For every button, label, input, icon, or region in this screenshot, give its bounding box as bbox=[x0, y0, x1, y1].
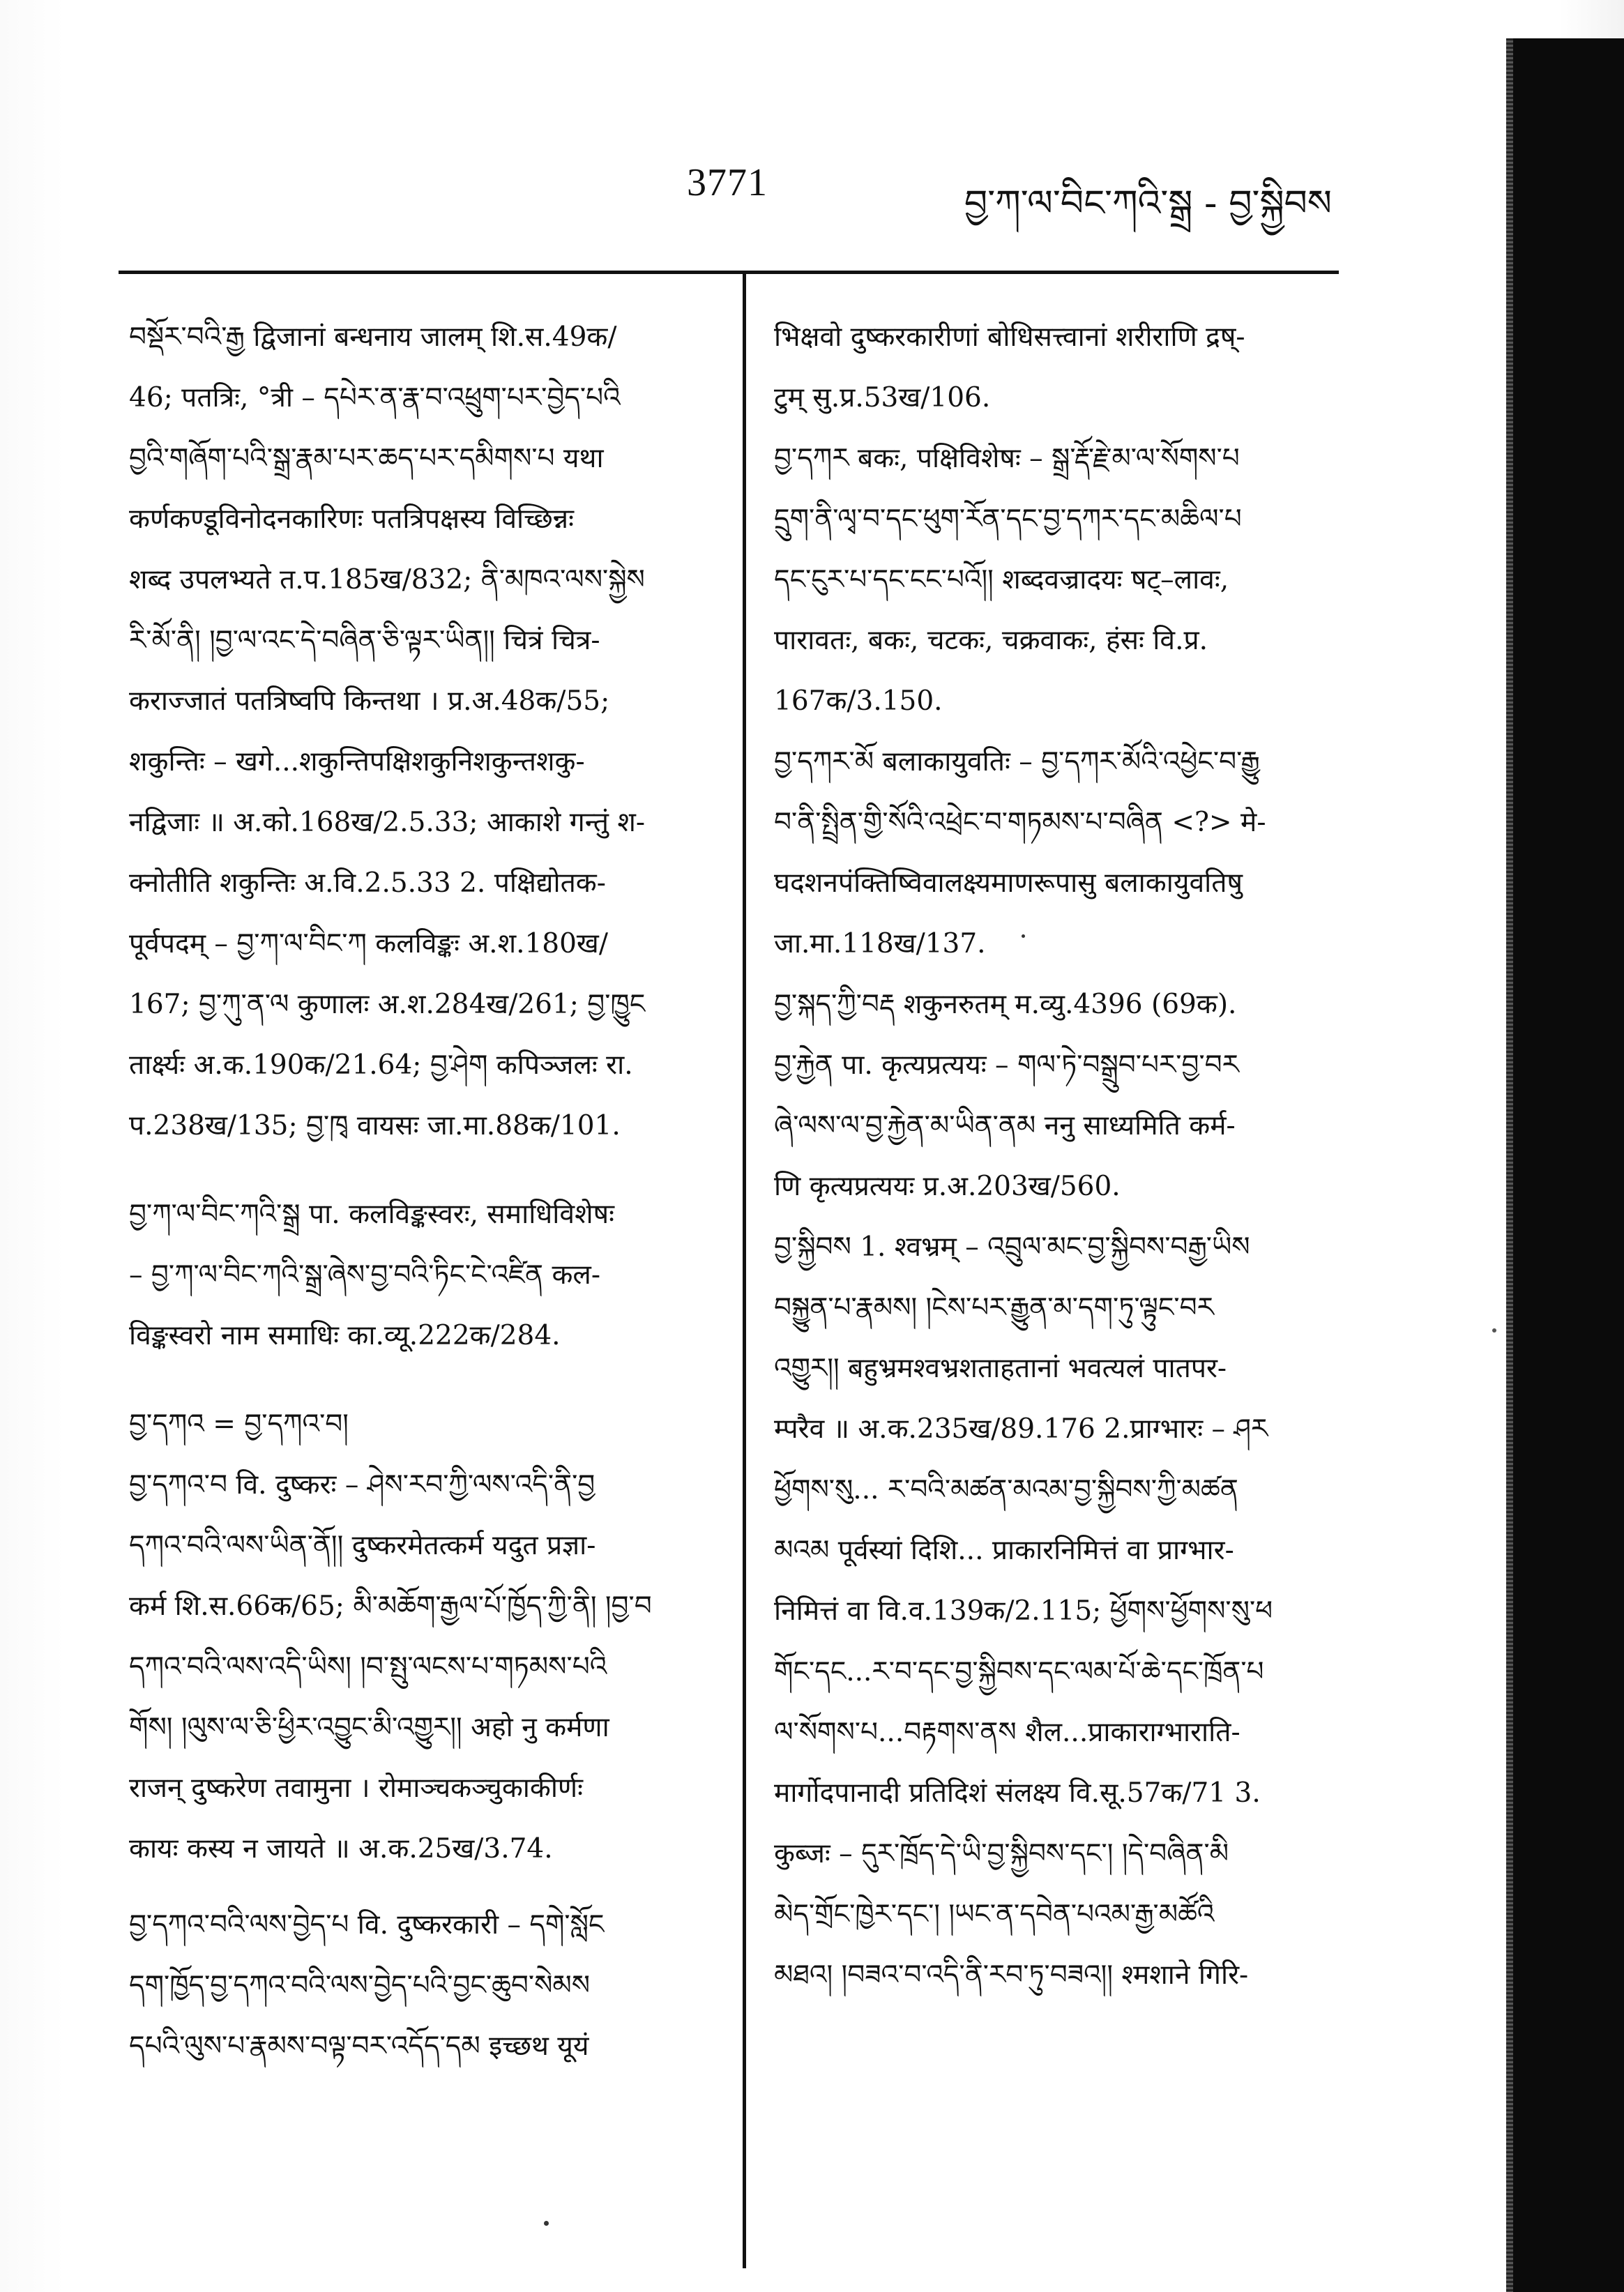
text-line: कर्णकण्डूविनोदनकारिणः पतत्रिपक्षस्य विच्छिन्नः bbox=[129, 503, 574, 535]
text-line: བྱ་རྐྱེན पा. कृत्यप्रत्ययः – གལ་ཏེ་བསྒྲུབ་པར་བྱ་བར bbox=[774, 1049, 1239, 1081]
text-line: བྱ་ཀ་ལ་བིང་ཀའི་སྒྲ पा. कलविङ्कस्वरः, समाधिविशेषः bbox=[129, 1199, 615, 1230]
entry-spacer bbox=[129, 1366, 704, 1394]
text-line: णि कृत्यप्रत्ययः प्र.अ.203ख/560. bbox=[774, 1171, 1121, 1202]
text-line: ལ་སོགས་པ...བརྟགས་ནས शैल...प्राकाराग्भाराति- bbox=[774, 1717, 1240, 1748]
page-header bbox=[0, 160, 1464, 223]
text-line: བསྐྱུན་པ་རྣམས། །ངེས་པར་རྒྱུན་མ་དག་ཏུ་ལྟུང་བར bbox=[774, 1292, 1214, 1323]
text-line: नद्विजाः ॥ अ.को.168ख/2.5.33; आकाशे गन्तुं श- bbox=[129, 807, 646, 838]
text-line: विङ्कस्वरो नाम समाधिः का.व्यू.222क/284. bbox=[129, 1320, 561, 1351]
text-line: भिक्षवो दुष्करकारीणां बोधिसत्त्वानां शरीराणि द्रष्- bbox=[774, 321, 1245, 353]
text-line: कायः कस्य न जायते ॥ अ.क.25ख/3.74. bbox=[129, 1833, 553, 1865]
text-line: མཐའ། །བཟའ་བ་འདི་ནི་རབ་ཏུ་བཟའ།། श्मशाने गिरि- bbox=[774, 1959, 1249, 1991]
text-line: शकुन्तिः – खगे...शकुन्तिपक्षिशकुनिशकुन्तशकु- bbox=[129, 746, 585, 777]
text-line: འགྱུར།། बहुभ्रमश्वभ्रशताहतानां भवत्यलं पातपर- bbox=[774, 1353, 1227, 1384]
text-line: བྱ་སྐྱིབས 1. श्वभ्रम् – འབྲུལ་མང་བྱ་སྐྱིབས་བརྒྱ་ཡིས bbox=[774, 1231, 1250, 1263]
text-line: घदशनपंक्तिष्विवालक्ष्यमाणरूपासु बलाकायुवतिषु bbox=[774, 867, 1243, 899]
text-line: पूर्वपदम् – བྱ་ཀ་ལ་བིང་ཀ कलविङ्कः अ.श.180ख/ bbox=[129, 928, 608, 959]
text-line: དང་ངུར་པ་དང་ངང་པའོ།། शब्दवज्रादयः षट्–लावः, bbox=[774, 564, 1229, 595]
entry-spacer bbox=[129, 1879, 704, 1895]
text-line: བྱ་དཀའ་བའི་ལས་བྱེད་པ वि. दुष्करकारी – དགེ་སློང bbox=[129, 1909, 605, 1941]
text-line: བྱ་སྐད་ཀྱི་བརྡ शकुनरुतम् म.व्यु.4396 (69क). bbox=[774, 989, 1237, 1020]
text-line: བསྡོར་བའི་རྒྱ द्विजानां बन्धनाय जालम् शि.स.49क/ bbox=[129, 321, 617, 353]
text-line: བྱའི་གཞོག་པའི་སྒྲ་རྣམ་པར་ཆད་པར་དམིགས་པ यथा bbox=[129, 443, 604, 474]
text-line: དཀའ་བའི་ལས་འདི་ཡིས། །བ་སྤུ་ལངས་པ་གཏམས་པའི bbox=[129, 1651, 607, 1683]
text-line: तार्क्ष्यः अ.क.190क/21.64; བྱ་ཤེག कपिञ्जलः रा. bbox=[129, 1049, 633, 1081]
text-line: དག་ཁྱོད་བྱ་དཀའ་བའི་ལས་བྱེད་པའི་བྱང་ཆུབ་སེམས bbox=[129, 1970, 591, 2001]
text-line: བ་ནི་སྤྲིན་གྱི་སོའི་འཕྲེང་བ་གཏམས་པ་བཞིན <?> मे- bbox=[774, 807, 1266, 838]
text-line: དྲུག་ནི་ལྭ་བ་དང་ཕུག་རོན་དང་བྱ་དཀར་དང་མཆིལ་པ bbox=[774, 503, 1242, 535]
text-line: निमित्तं वा वि.व.139क/2.115; ཕྱོགས་ཕྱོགས་སུ་ཕ bbox=[774, 1595, 1273, 1627]
text-line: मार्गोदपानादी प्रतिदिशं संलक्ष्य वि.सू.57क/71 3. bbox=[774, 1777, 1261, 1809]
text-line: म्परैव ॥ अ.क.235ख/89.176 2.प्राग्भारः – ཤར bbox=[774, 1413, 1268, 1445]
text-line: कुब्जः – དུར་ཁྲོད་དེ་ཡི་བྱ་སྐྱིབས་དང་། །དེ་བཞིན་མི bbox=[774, 1838, 1229, 1869]
text-line: དཀའ་བའི་ལས་ཡིན་ནོ།། दुष्करमेतत्कर्म यदुत प्रज्ञा- bbox=[129, 1530, 596, 1561]
text-line: 46; पतत्रिः, °त्री – དཔེར་ན་རྣ་བ་འཕྲུག་པར་བྱེད་པའི bbox=[129, 382, 621, 413]
text-line: जा.मा.118ख/137. bbox=[774, 928, 986, 959]
text-line: – བྱ་ཀ་ལ་བིང་ཀའི་སྒྲ་ཞེས་བྱ་བའི་ཏིང་ངེ་འཛིན कल- bbox=[129, 1259, 601, 1291]
text-line: བྱ་དཀའ་བ वि. दुष्करः – ཤེས་རབ་ཀྱི་ལས་འདི་ནི་བྱ bbox=[129, 1469, 595, 1501]
text-line: 167; བྱ་ཀུ་ན་ལ कुणालः अ.श.284ख/261; བྱ་ཁྱུང bbox=[129, 989, 646, 1020]
text-line: ཕྱོགས་སུ... ར་བའི་མཚན་མའམ་བྱ་སྐྱིབས་ཀྱི་མཚན bbox=[774, 1474, 1238, 1505]
text-line: कर्म शि.स.66क/65; མི་མཆོག་རྒྱལ་པོ་ཁྱོད་ཀྱི་ནི། །བྱ་བ bbox=[129, 1591, 652, 1622]
scan-binding-shadow bbox=[1513, 38, 1624, 2292]
header-rule bbox=[119, 271, 1339, 274]
right-column bbox=[774, 307, 1346, 2005]
text-line: བྱ་དཀར་མོ बलाकायुवतिः – བྱ་དཀར་མོའི་འཕྱེང་བ་རྒྱུ bbox=[774, 746, 1260, 777]
scan-speck bbox=[544, 2221, 549, 2226]
text-line: བྱ་དཀར बकः, पक्षिविशेषः – སྒྲ་རྡོ་རྗེ་མ་ལ་སོགས་པ bbox=[774, 443, 1240, 474]
text-line: टुम् सु.प्र.53ख/106. bbox=[774, 382, 991, 413]
text-line: བྱ་དཀའ = བྱ་དཀའ་བ། bbox=[129, 1409, 349, 1440]
text-line: ཞེ་ལས་ལ་བྱ་རྐྱེན་མ་ཡིན་ནམ ननु साध्यमिति कर्म- bbox=[774, 1110, 1236, 1141]
text-line: རི་མོ་ནི། །བྱ་ལ་འང་དེ་བཞིན་ཅི་ལྟར་ཡིན།། चित्रं चित्र- bbox=[129, 625, 600, 656]
running-head: བྱ་ཀ་ལ་བིང་ཀའི་སྒྲ - བྱ་སྐྱིབས bbox=[964, 183, 1332, 225]
scan-speck bbox=[1022, 934, 1025, 938]
text-line: पारावतः, बकः, चटकः, चक्रवाकः, हंसः वि.प्र. bbox=[774, 625, 1208, 656]
left-column bbox=[129, 307, 704, 2077]
text-line: प.238ख/135; བྱ་ཁྭ वायसः जा.मा.88क/101. bbox=[129, 1110, 621, 1141]
text-line: གོས། །ལུས་ལ་ཅི་ཕྱིར་འབྱུང་མི་འགྱུར།། अहो नु कर्मणा bbox=[129, 1712, 609, 1743]
page-number: 3771 bbox=[687, 161, 768, 204]
column-divider bbox=[743, 274, 746, 2268]
text-line: མའམ पूर्वस्यां दिशि... प्राकारनिमित्तं वा प्राग्भार- bbox=[774, 1535, 1234, 1566]
text-line: राजन् दुष्करेण तवामुना । रोमाञ्चकञ्चुकाकीर्णः bbox=[129, 1773, 584, 1804]
text-line: कराज्जातं पतत्रिष्वपि किन्तथा । प्र.अ.48क/55; bbox=[129, 685, 610, 717]
text-line: མེད་གྲོང་ཁྱེར་དང་། །ཡང་ན་དབེན་པའམ་རྒྱ་མཚོའི bbox=[774, 1899, 1215, 1930]
text-line: དཔའི་ལུས་པ་རྣམས་བལྟ་བར་འདོད་དམ इच्छथ यूयं bbox=[129, 2031, 589, 2062]
entry-spacer bbox=[129, 1156, 704, 1184]
text-line: शब्द उपलभ्यते त.प.185ख/832; ནི་མཁའ་ལས་སྐྱེས bbox=[129, 564, 645, 595]
scan-speck bbox=[1492, 1328, 1496, 1333]
text-line: གོང་དང...ར་བ་དང་བྱ་སྐྱིབས་དང་ལམ་པོ་ཆེ་དང་ཁྲོན་པ bbox=[774, 1656, 1264, 1687]
text-line: क्नोतीति शकुन्तिः अ.वि.2.5.33 2. पक्षिद्योतक- bbox=[129, 867, 606, 899]
text-line: 167क/3.150. bbox=[774, 685, 943, 717]
